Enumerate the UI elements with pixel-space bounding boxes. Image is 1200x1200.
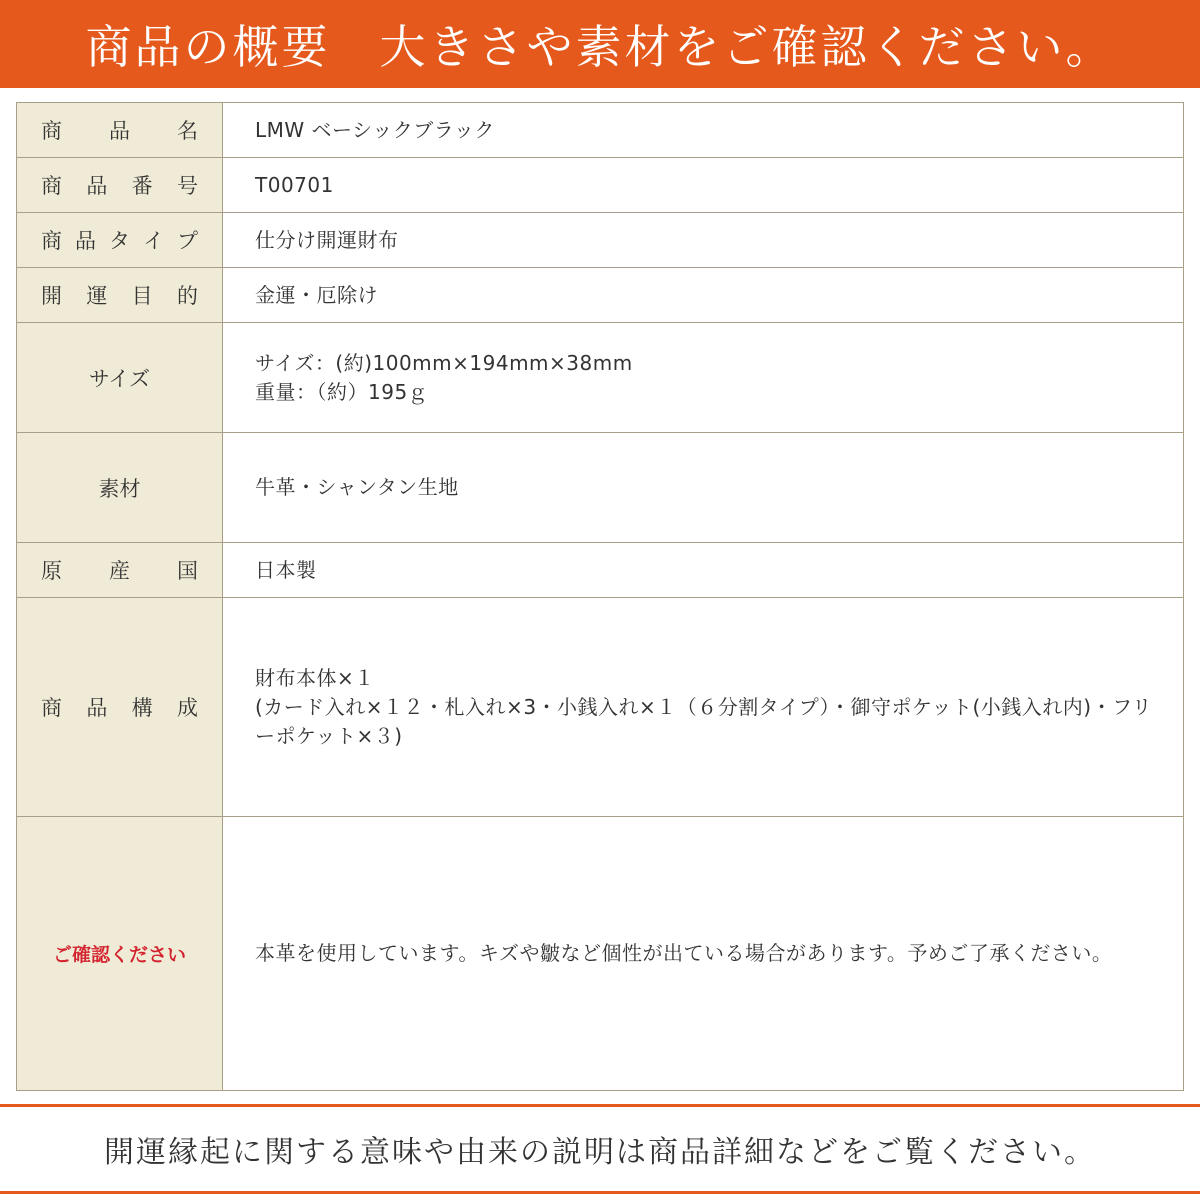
value-line: 重量：（約）195ｇ (255, 379, 429, 404)
spec-row-purpose (17, 268, 1184, 323)
label-char: 構 (131, 696, 153, 720)
spec-row-material (17, 433, 1184, 543)
banner-title: 商品の概要 大きさや素材をご確認ください。 (85, 20, 1115, 74)
value-line: (カード入れ×１２・札入れ×3・小銭入れ×１（６分割タイプ）・御守ポケット(小銭入れ内)・フリーポケット×３) (255, 694, 1153, 748)
value-line: 仕分け開運財布 (255, 227, 399, 252)
value-product-type (223, 213, 1184, 268)
label-char: 産 (109, 559, 130, 583)
footer-note (0, 1107, 1200, 1191)
spec-row-size (17, 323, 1184, 433)
label-char: 品 (75, 229, 96, 253)
label-char: イ (143, 229, 164, 253)
notice-label-text: ご確認ください (52, 944, 186, 966)
label-char: 目 (131, 284, 153, 308)
label-char: 名 (177, 119, 198, 143)
label-char: 成 (176, 696, 198, 720)
value-product-number (223, 158, 1184, 213)
label-char: 商 (41, 119, 62, 143)
value-product-name (223, 103, 1184, 158)
label-text: サイズ (88, 366, 151, 391)
label-char: 品 (86, 696, 108, 720)
value-line: T00701 (255, 172, 334, 197)
label-char: 商 (41, 174, 62, 198)
label-char: 商 (41, 229, 62, 253)
label-text: 素材 (98, 476, 141, 501)
label-char: 運 (86, 284, 108, 308)
value-line: 財布本体×１ (255, 665, 375, 690)
spec-row-notice (17, 817, 1184, 1091)
spec-row-type (17, 213, 1184, 268)
spec-row-contents (17, 598, 1184, 817)
label-char: 号 (176, 174, 198, 198)
footer-text: 開運縁起に関する意味や由来の説明は商品詳細などをご覧ください。 (104, 1135, 1096, 1170)
label-char: 国 (177, 559, 198, 583)
label-char: 開 (41, 284, 62, 308)
label-char: 番 (131, 174, 153, 198)
value-notice (223, 817, 1184, 1091)
label-char: 商 (41, 696, 62, 720)
label-char: タ (109, 229, 130, 253)
spec-row-number (17, 158, 1184, 213)
label-product-number (17, 158, 223, 213)
label-size (17, 323, 223, 433)
value-contents (223, 598, 1184, 817)
value-fortune-purpose (223, 268, 1184, 323)
spec-row-name (17, 103, 1184, 158)
product-spec-table (16, 102, 1184, 1091)
label-material (17, 433, 223, 543)
label-product-name (17, 103, 223, 158)
value-line: 金運・厄除け (255, 282, 378, 307)
label-char: プ (177, 229, 198, 253)
header-banner (0, 0, 1200, 88)
value-line: 日本製 (255, 557, 317, 582)
label-char: 品 (86, 174, 108, 198)
label-char: 原 (41, 559, 62, 583)
label-product-type (17, 213, 223, 268)
value-line: 牛革・シャンタン生地 (255, 475, 459, 499)
value-material (223, 433, 1184, 543)
label-char: 品 (109, 119, 130, 143)
value-size (223, 323, 1184, 433)
label-notice (17, 817, 223, 1091)
value-line: 本革を使用しています。キズや皺など個性が出ている場合があります。予めご了承ください。 (255, 941, 1113, 965)
footer-bottom-divider (0, 1191, 1200, 1194)
label-fortune-purpose (17, 268, 223, 323)
label-char: 的 (176, 284, 198, 308)
spec-row-origin (17, 543, 1184, 598)
value-line: LMW ベーシックブラック (255, 117, 495, 142)
value-origin (223, 543, 1184, 598)
value-line: サイズ：(約)100mm×194mm×38mm (255, 350, 633, 375)
label-contents (17, 598, 223, 817)
label-origin (17, 543, 223, 598)
